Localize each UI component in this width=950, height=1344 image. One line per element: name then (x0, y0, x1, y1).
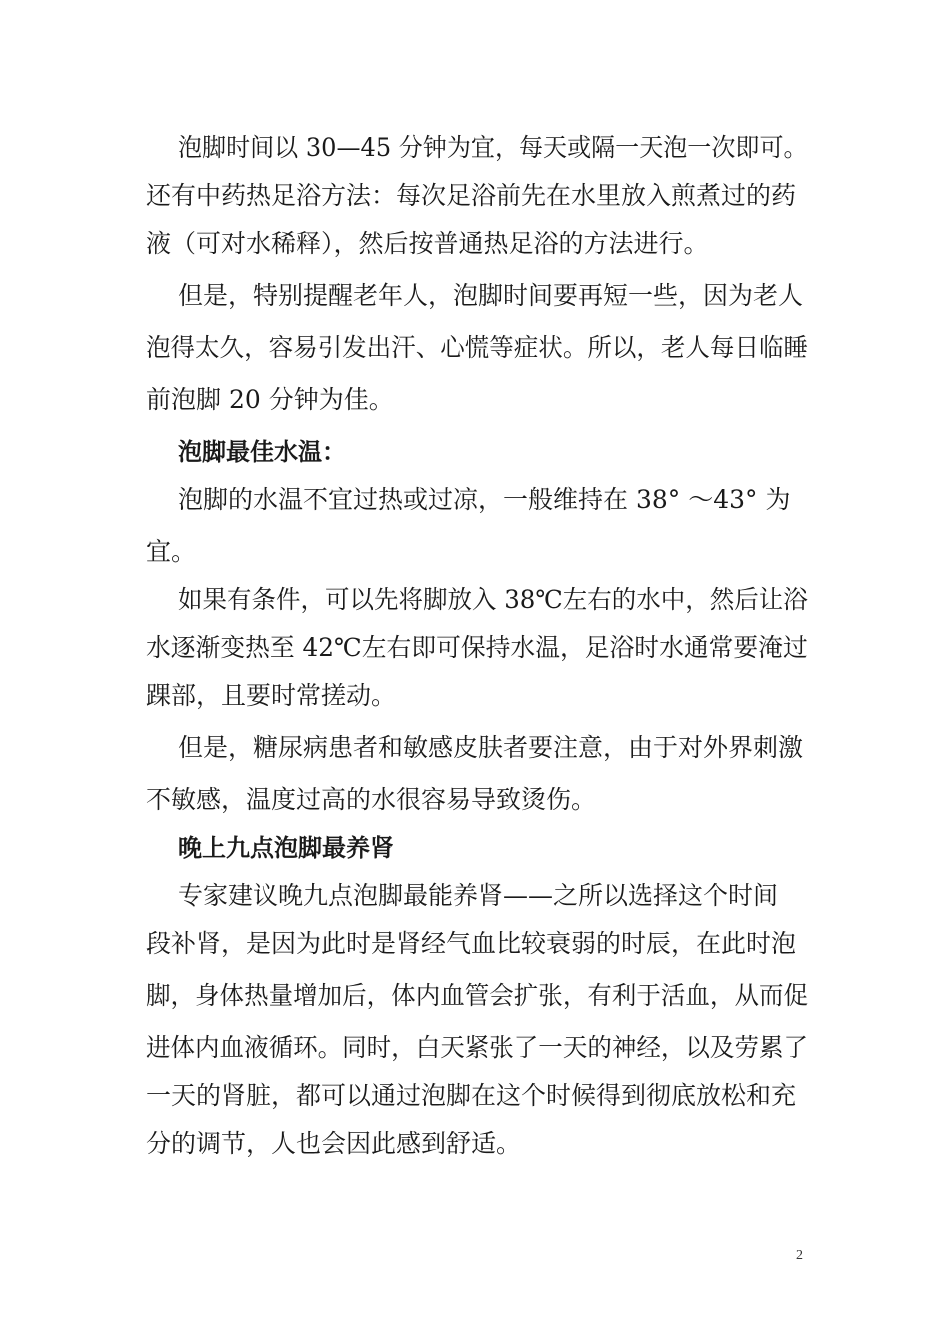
text-line: 分的调节，人也会因此感到舒适。 (146, 1129, 522, 1158)
page-number: 2 (796, 1248, 803, 1263)
text-line: 前泡脚 20 分钟为佳。 (146, 385, 394, 414)
text-line: 踝部，且要时常搓动。 (146, 681, 397, 710)
heading-text: 晚上九点泡脚最养肾 (178, 834, 394, 862)
text-line: 液（可对水稀释），然后按普通热足浴的方法进行。 (146, 229, 709, 258)
text-line: 泡脚的水温不宜过热或过凉，一般维持在 38° ～43° 为 (178, 485, 791, 514)
text-line: 泡得太久，容易引发出汗、心慌等症状。所以，老人每日临睡 (146, 333, 809, 362)
text-line: 但是，糖尿病患者和敏感皮肤者要注意，由于对外界刺激 (178, 733, 804, 762)
text-line: 宜。 (146, 537, 197, 566)
text-line: 但是，特别提醒老年人，泡脚时间要再短一些，因为老人 (178, 281, 804, 310)
heading-text: 泡脚最佳水温： (178, 438, 346, 466)
text-line: 一天的肾脏，都可以通过泡脚在这个时候得到彻底放松和充 (146, 1081, 797, 1110)
text-line: 进体内血液循环。同时，白天紧张了一天的神经，以及劳累了 (146, 1033, 809, 1062)
text-line: 还有中药热足浴方法：每次足浴前先在水里放入煎煮过的药 (146, 181, 797, 210)
text-line: 泡脚时间以 30—45 分钟为宜，每天或隔一天泡一次即可。 (178, 133, 808, 162)
text-line: 专家建议晚九点泡脚最能养肾——之所以选择这个时间 (178, 881, 779, 910)
text-line: 段补肾，是因为此时是肾经气血比较衰弱的时辰，在此时泡 (146, 929, 797, 958)
text-line: 水逐渐变热至 42℃左右即可保持水温，足浴时水通常要淹过 (146, 633, 808, 662)
text-line: 不敏感，温度过高的水很容易导致烫伤。 (146, 785, 597, 814)
text-line: 如果有条件，可以先将脚放入 38℃左右的水中，然后让浴 (178, 585, 808, 614)
text-line: 脚，身体热量增加后，体内血管会扩张，有利于活血，从而促 (146, 981, 809, 1010)
